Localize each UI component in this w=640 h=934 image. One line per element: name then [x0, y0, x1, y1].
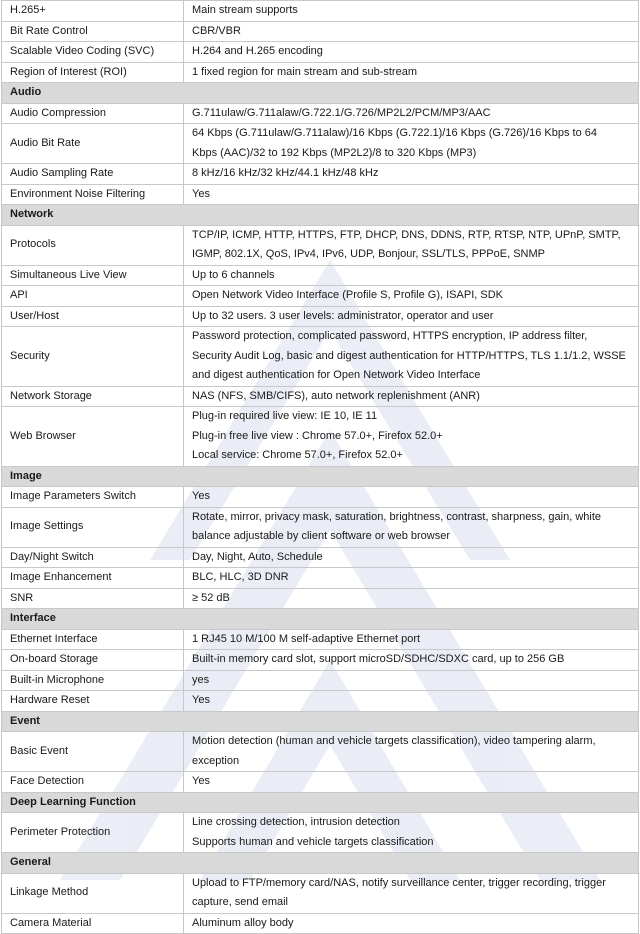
spec-key: User/Host — [2, 306, 184, 327]
spec-value-line: exception — [192, 754, 240, 767]
spec-value — [184, 507, 639, 547]
spec-value — [184, 265, 639, 286]
spec-value-line: H.264 and H.265 encoding — [192, 45, 323, 57]
spec-value-line: G.711ulaw/G.711alaw/G.722.1/G.726/MP2L2/PCM/MP3/AAC — [192, 106, 491, 119]
spec-value-line: Day, Night, Auto, Schedule — [192, 550, 323, 563]
spec-row — [2, 1, 639, 22]
spec-key: Linkage Method — [2, 873, 184, 913]
spec-value-line: Local service: Chrome 57.0+, Firefox 52.0+ — [192, 449, 403, 461]
spec-row — [2, 386, 639, 407]
spec-row — [2, 225, 639, 265]
spec-row — [2, 21, 639, 42]
spec-value-line: Kbps (AAC)/32 to 192 Kbps (MP2L2)/8 to 320 Kbps (MP3) — [192, 146, 477, 159]
section-header-row — [2, 205, 639, 226]
section-header-row — [2, 853, 639, 874]
spec-row — [2, 547, 639, 568]
spec-row — [2, 650, 639, 671]
spec-value-line: capture, send email — [192, 896, 288, 908]
spec-key: Camera Material — [2, 913, 184, 934]
spec-value — [184, 588, 639, 609]
spec-value-line: balance adjustable by client software or web browser — [192, 530, 451, 542]
spec-value-line: Up to 32 users. 3 user levels: administrator, operator and user — [192, 309, 494, 322]
spec-key: Face Detection — [2, 772, 184, 793]
spec-value-line: Motion detection (human and vehicle targets classification), video tampering alarm, — [192, 735, 596, 747]
spec-value-line: Line crossing detection, intrusion detection — [192, 816, 400, 828]
spec-value-line: Security Audit Log, basic and digest authentication for HTTP/HTTPS, TLS 1.1/1.2, WSSE — [192, 349, 626, 362]
spec-row — [2, 164, 639, 185]
section-title: Network — [2, 205, 639, 226]
section-header-row — [2, 609, 639, 630]
spec-row — [2, 286, 639, 307]
spec-value — [184, 62, 639, 83]
spec-value — [184, 407, 639, 467]
spec-key: H.265+ — [2, 1, 184, 22]
spec-row — [2, 507, 639, 547]
section-header-row — [2, 711, 639, 732]
spec-value — [184, 103, 639, 124]
spec-row — [2, 306, 639, 327]
spec-row — [2, 42, 639, 63]
spec-key: Image Settings — [2, 507, 184, 547]
spec-value-line: Yes — [192, 775, 210, 787]
section-title: Event — [2, 711, 639, 732]
spec-key: Web Browser — [2, 407, 184, 467]
section-header-row — [2, 83, 639, 104]
spec-row — [2, 184, 639, 205]
spec-value-line: Aluminum alloy body — [192, 916, 294, 929]
spec-value-line: Built-in memory card slot, support microSD/SDHC/SDXC card, up to 256 GB — [192, 653, 565, 665]
spec-key: Audio Compression — [2, 103, 184, 124]
spec-value-line: NAS (NFS, SMB/CIFS), auto network replenishment (ANR) — [192, 389, 480, 402]
spec-value — [184, 184, 639, 205]
spec-key: Hardware Reset — [2, 691, 184, 712]
spec-key: Simultaneous Live View — [2, 265, 184, 286]
spec-key: Scalable Video Coding (SVC) — [2, 42, 184, 63]
section-header-row — [2, 466, 639, 487]
spec-value — [184, 732, 639, 772]
spec-key: Image Parameters Switch — [2, 487, 184, 508]
spec-value — [184, 568, 639, 589]
spec-row — [2, 588, 639, 609]
spec-row — [2, 691, 639, 712]
spec-value — [184, 547, 639, 568]
spec-value — [184, 286, 639, 307]
spec-value — [184, 487, 639, 508]
spec-value-line: 64 Kbps (G.711ulaw/G.711alaw)/16 Kbps (G.722.1)/16 Kbps (G.726)/16 Kbps to 64 — [192, 127, 597, 139]
spec-value-line: Password protection, complicated password, HTTPS encryption, IP address filter, — [192, 330, 588, 342]
spec-row — [2, 913, 639, 934]
spec-value-line: Rotate, mirror, privacy mask, saturation, brightness, contrast, sharpness, gain, white — [192, 510, 602, 523]
spec-value-line: 1 fixed region for main stream and sub-stream — [192, 65, 417, 78]
spec-value — [184, 306, 639, 327]
section-title: Audio — [2, 83, 639, 104]
spec-value — [184, 225, 639, 265]
spec-row — [2, 103, 639, 124]
spec-key: Built-in Microphone — [2, 670, 184, 691]
spec-value-line: 8 kHz/16 kHz/32 kHz/44.1 kHz/48 kHz — [192, 167, 379, 179]
spec-value — [184, 21, 639, 42]
spec-row — [2, 732, 639, 772]
spec-value — [184, 650, 639, 671]
spec-key: Network Storage — [2, 386, 184, 407]
spec-key: Day/Night Switch — [2, 547, 184, 568]
spec-key: Image Enhancement — [2, 568, 184, 589]
spec-row — [2, 265, 639, 286]
spec-row — [2, 487, 639, 508]
section-title: General — [2, 853, 639, 874]
spec-value-line: Plug-in required live view: IE 10, IE 11 — [192, 410, 378, 422]
spec-value-line: 1 RJ45 10 M/100 M self-adaptive Ethernet port — [192, 632, 421, 645]
spec-value — [184, 913, 639, 934]
spec-row — [2, 407, 639, 467]
spec-value — [184, 772, 639, 793]
spec-value — [184, 124, 639, 164]
spec-value-line: Yes — [192, 490, 210, 502]
spec-row — [2, 124, 639, 164]
spec-value-line: CBR/VBR — [192, 24, 241, 37]
spec-key: Ethernet Interface — [2, 629, 184, 650]
spec-value-line: Main stream supports — [192, 4, 298, 16]
spec-value — [184, 873, 639, 913]
spec-value — [184, 1, 639, 22]
spec-value-line: TCP/IP, ICMP, HTTP, HTTPS, FTP, DHCP, DNS, DDNS, RTP, RTSP, NTP, UPnP, SMTP, — [192, 228, 621, 241]
spec-row — [2, 568, 639, 589]
spec-key: Audio Bit Rate — [2, 124, 184, 164]
spec-key: Basic Event — [2, 732, 184, 772]
spec-table — [1, 0, 639, 934]
spec-value — [184, 386, 639, 407]
section-title: Interface — [2, 609, 639, 630]
spec-key: SNR — [2, 588, 184, 609]
spec-row — [2, 327, 639, 387]
spec-value-line: Up to 6 channels — [192, 268, 275, 281]
spec-value-line: Plug-in free live view : Chrome 57.0+, Firefox 52.0+ — [192, 429, 443, 442]
spec-value-line: IGMP, 802.1X, QoS, IPv4, IPv6, UDP, Bonjour, SSL/TLS, PPPoE, SNMP — [192, 248, 545, 260]
spec-value — [184, 164, 639, 185]
spec-value-line: BLC, HLC, 3D DNR — [192, 571, 289, 583]
spec-key: Protocols — [2, 225, 184, 265]
spec-value — [184, 691, 639, 712]
spec-key: Bit Rate Control — [2, 21, 184, 42]
spec-row — [2, 62, 639, 83]
spec-row — [2, 670, 639, 691]
spec-value-line: Open Network Video Interface (Profile S, Profile G), ISAPI, SDK — [192, 289, 503, 301]
spec-value-line: Yes — [192, 694, 210, 706]
spec-value-line: Upload to FTP/memory card/NAS, notify surveillance center, trigger recording, trigger — [192, 876, 606, 889]
section-header-row — [2, 792, 639, 813]
spec-value — [184, 629, 639, 650]
spec-row — [2, 629, 639, 650]
spec-value-line: ≥ 52 dB — [192, 591, 230, 604]
spec-key: API — [2, 286, 184, 307]
spec-row — [2, 813, 639, 853]
spec-value-line: Yes — [192, 187, 210, 200]
section-title: Deep Learning Function — [2, 792, 639, 813]
spec-value-line: yes — [192, 673, 210, 686]
spec-value — [184, 670, 639, 691]
spec-value — [184, 42, 639, 63]
spec-value — [184, 813, 639, 853]
spec-row — [2, 772, 639, 793]
section-title: Image — [2, 466, 639, 487]
spec-key: Environment Noise Filtering — [2, 184, 184, 205]
spec-key: Perimeter Protection — [2, 813, 184, 853]
spec-key: Region of Interest (ROI) — [2, 62, 184, 83]
spec-key: Security — [2, 327, 184, 387]
spec-row — [2, 873, 639, 913]
spec-value-line: Supports human and vehicle targets classification — [192, 835, 434, 848]
spec-key: Audio Sampling Rate — [2, 164, 184, 185]
spec-key: On-board Storage — [2, 650, 184, 671]
spec-value-line: and digest authentication for Open Network Video Interface — [192, 369, 481, 381]
spec-value — [184, 327, 639, 387]
